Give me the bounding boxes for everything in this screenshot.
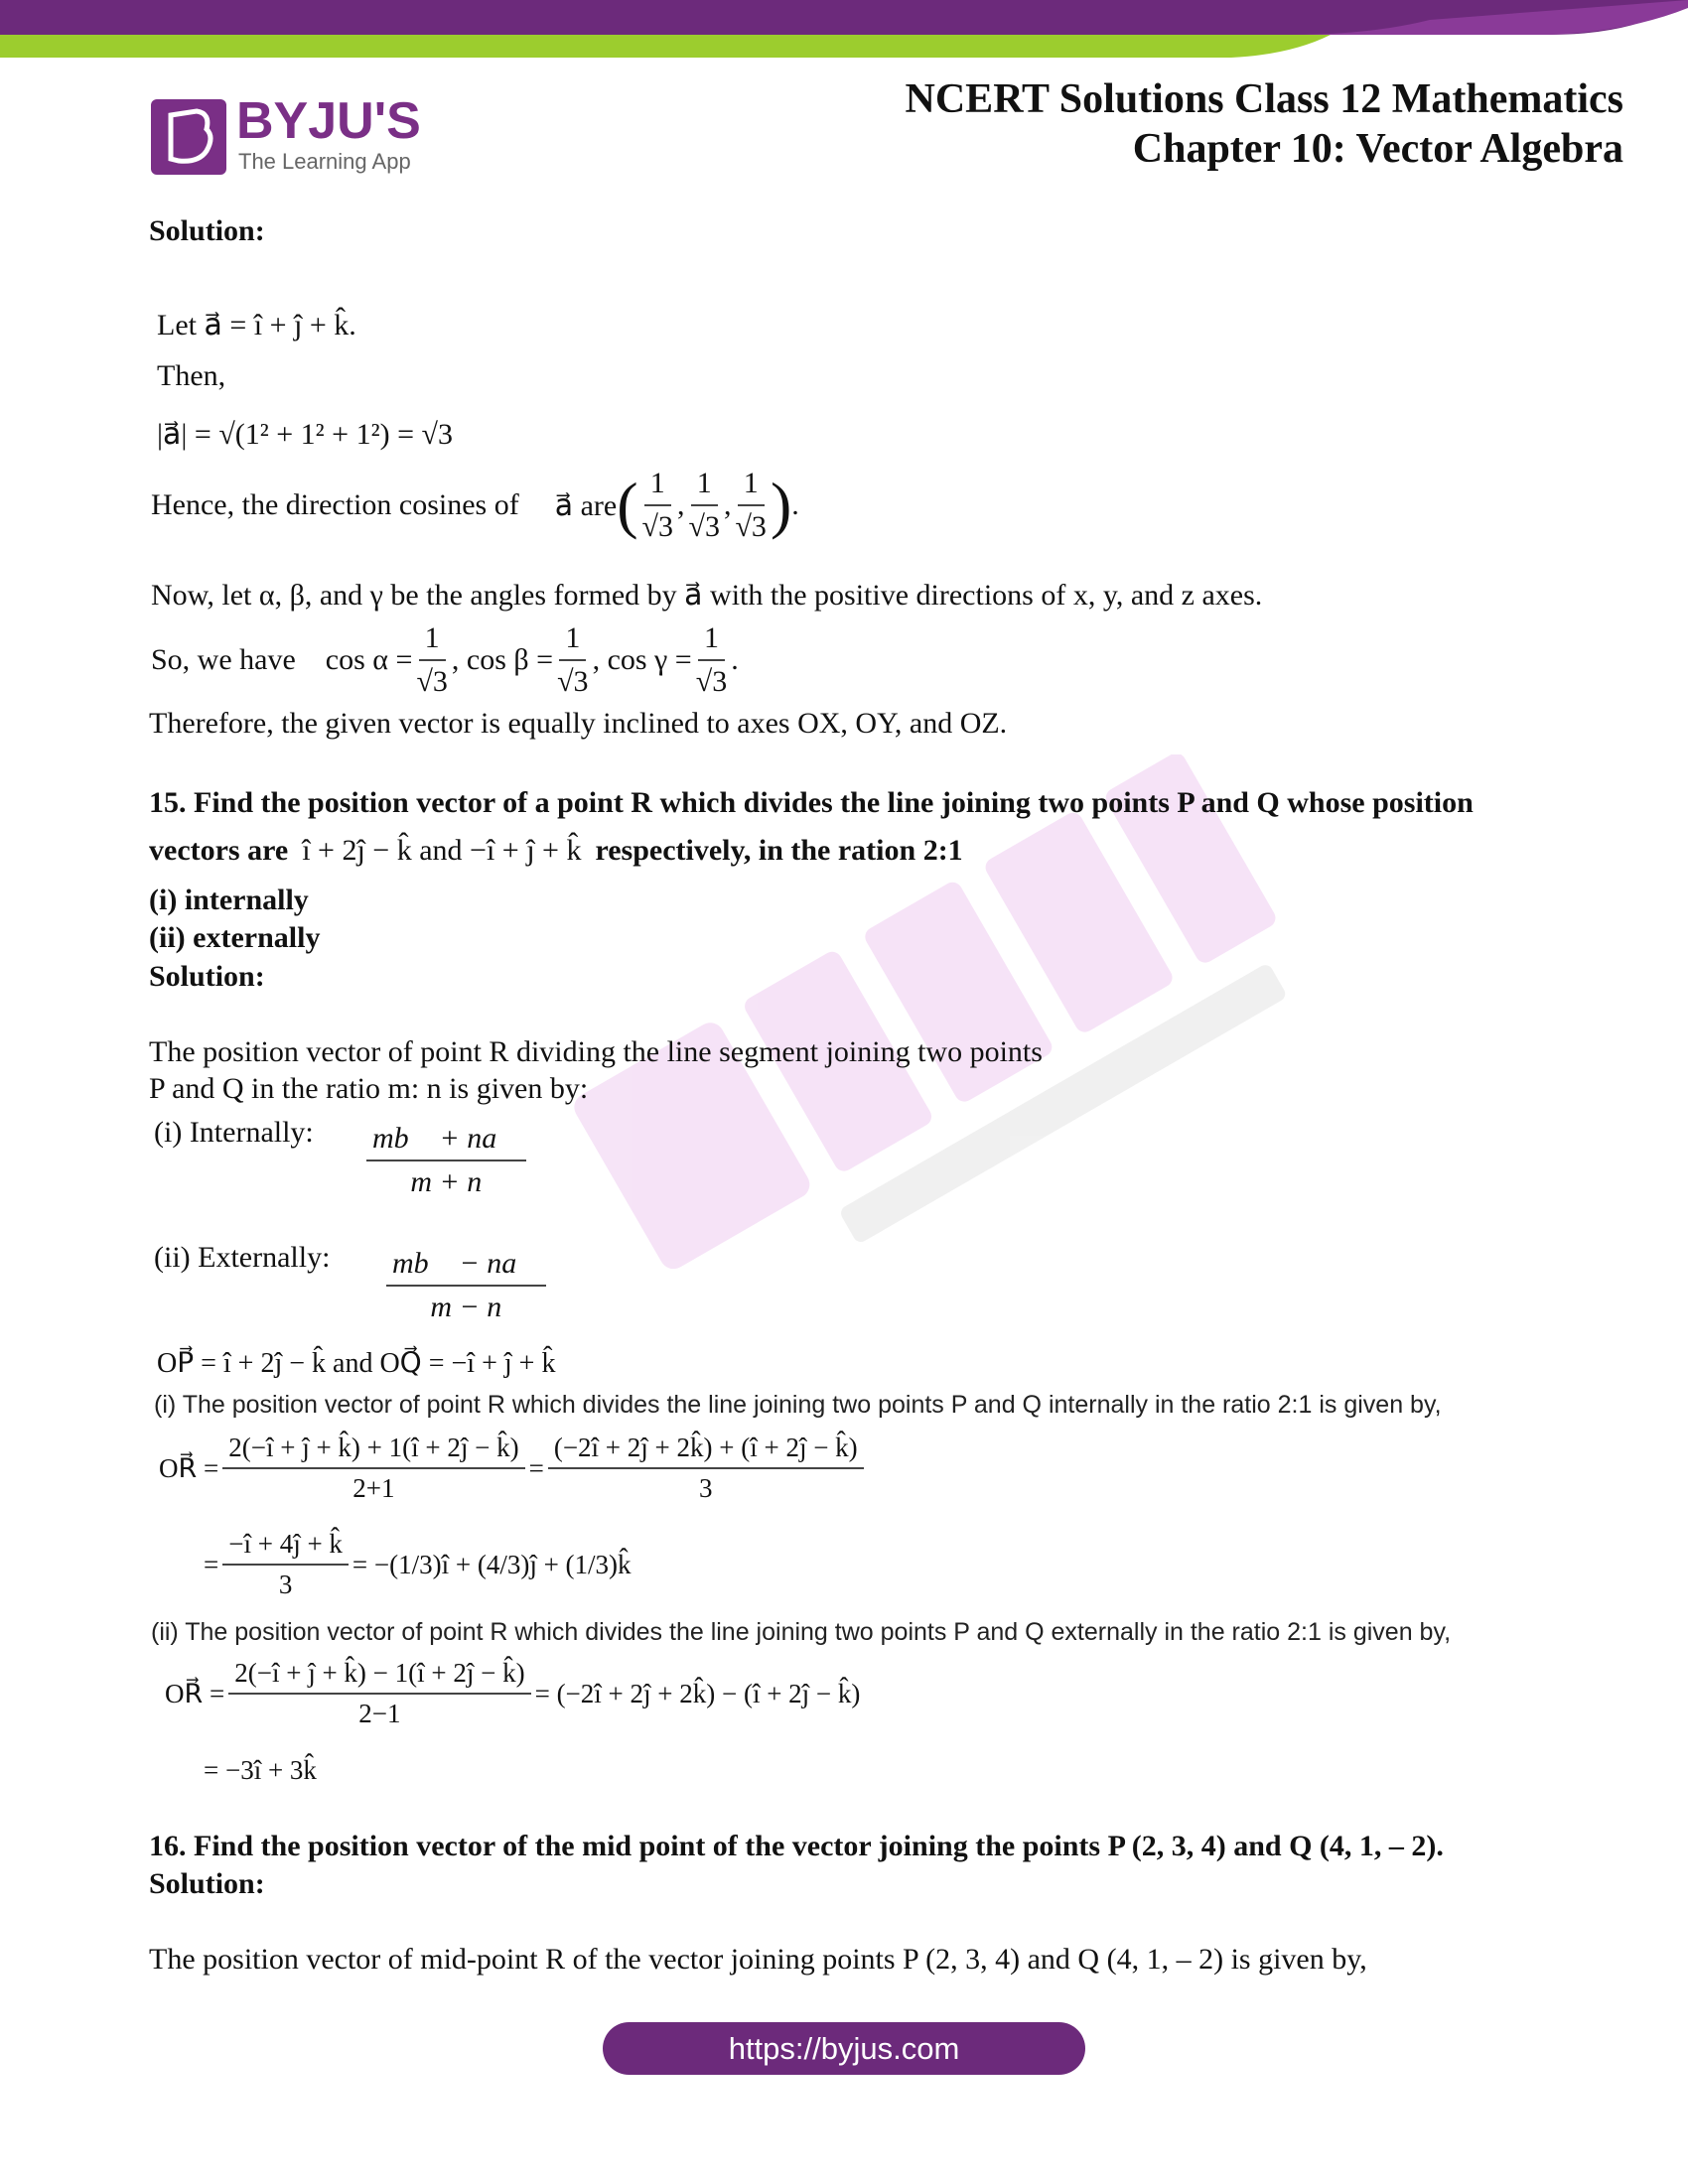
text: = (−2î + 2ĵ + 2k̂) − (î + 2ĵ − k̂) [534,1678,861,1708]
q14-angles: Now, let α, β, and γ be the angles formed by a⃗ with the positive directions of x, y, and z axes. [151,579,1263,612]
external-formula [382,1247,550,1324]
den: m + n [410,1165,483,1198]
internally-label: (i) Internally: [154,1116,314,1149]
num: 1 [698,621,725,661]
external-step1 [165,1658,860,1729]
num: 1 [644,467,671,506]
den: m − n [430,1291,502,1323]
text: a⃗ are [554,488,618,522]
den: √3 [688,510,720,543]
q14-magnitude: |a⃗| = √(1² + 1² + 1²) = √3 [157,418,453,451]
externally-label: (ii) Externally: [154,1241,331,1274]
num: mb⃗ − na⃗ [386,1247,546,1287]
num: mb⃗ + na⃗ [366,1122,526,1161]
q14-let: Let a⃗ = î + ĵ + k̂. [157,309,356,341]
num: 1 [691,467,718,506]
den: √3 [735,510,767,543]
q15-question: 15. Find the position vector of a point R which divides the line joining two points P and Q whose position [149,786,1474,819]
internal-result: = −(1/3)î + (4/3)ĵ + (1/3)k̂ [352,1549,632,1579]
logo-tagline: The Learning App [238,149,411,174]
q14-then: Then, [157,359,226,392]
external-result: = −3î + 3k̂ [204,1755,317,1785]
page-title: NCERT Solutions Class 12 Mathematics [905,76,1623,122]
fraction [228,1658,530,1729]
q14-therefore: Therefore, the given vector is equally inclined to axes OX, OY, and OZ. [149,707,1008,740]
q14-cosines: So, we have cos α = $\frac{1}{√3}$ , cos β = $\frac{1}{√3}$ , cos γ = $\frac{1}{√3}$ . [151,621,739,698]
fraction [386,1247,546,1324]
den: √3 [695,665,728,698]
den: √3 [416,665,448,698]
fraction [557,621,588,699]
fraction [222,1433,524,1504]
chapter-title: Chapter 10: Vector Algebra [1132,126,1623,172]
text: = [528,1452,544,1483]
num: 1 [559,621,586,661]
q16-solution-label: Solution: [149,1867,265,1900]
byjus-logo [149,92,437,179]
fraction [689,467,720,544]
text: cos α = [325,643,413,676]
den: √3 [557,665,589,698]
byjus-logo-icon [149,97,228,177]
text: OR⃗ = [159,1452,219,1483]
op-oq: OP⃗ = î + 2ĵ − k̂ and OQ⃗ = −î + ĵ + k̂ [157,1348,556,1379]
fraction [416,621,447,699]
q15-intro1: The position vector of point R dividing the line segment joining two points [149,1035,1043,1068]
den: 3 [278,1570,293,1599]
fraction [696,621,727,699]
q14-direction-cosines: Hence, the direction cosines of a⃗ are ( $\frac{1}{√3}$ , $\frac{1}{√3}$ , $\frac{1}{√3}$ ) . [151,467,799,543]
footer-url-link[interactable]: https://byjus.com [603,2022,1085,2075]
q15-intro2: P and Q in the ratio m: n is given by: [149,1072,589,1105]
external-text: (ii) The position vector of point R which divides the line joining two points P and Q externally in the ratio 2:1 is given by, [151,1618,1452,1646]
text: So, we have [151,643,296,676]
text: vectors are [149,834,289,867]
q16-text: The position vector of mid-point R of the vector joining points P (2, 3, 4) and Q (4, 1, – 2) is given by, [149,1943,1367,1976]
fraction [548,1433,864,1504]
q15-solution-label: Solution: [149,960,265,993]
text: OR⃗ = [165,1678,225,1708]
text: = [204,1549,219,1579]
logo-brand: BYJU'S [236,92,421,150]
fraction [366,1122,526,1199]
header-banner [0,0,1688,60]
num: −î + 4ĵ + k̂ [222,1529,349,1566]
fraction [642,467,673,544]
text: , cos γ = [592,643,692,676]
fraction [222,1529,349,1600]
q16-question: 16. Find the position vector of the mid point of the vector joining the points P (2, 3, 4) and Q (4, 1, – 2). [149,1830,1444,1862]
paren: ( [617,470,638,540]
internal-text: (i) The position vector of point R which divides the line joining two points P and Q internally in the ratio 2:1 is given by, [154,1391,1442,1419]
internal-step2 [204,1529,632,1600]
num: 1 [419,621,446,661]
num: 2(−î + ĵ + k̂) + 1(î + 2ĵ − k̂) [222,1433,524,1469]
fraction [735,467,766,544]
text: Hence, the direction cosines of [151,488,519,521]
text: respectively, in the ration 2:1 [595,834,963,867]
q15-part2: (ii) externally [149,921,321,954]
q15-question-line2 [149,834,963,868]
internal-formula [362,1122,530,1199]
num: (−2î + 2ĵ + 2k̂) + (î + 2ĵ − k̂) [548,1433,864,1469]
internal-step1 [159,1433,868,1504]
den: √3 [641,510,673,543]
q14-solution-label: Solution: [149,214,265,247]
q15-part1: (i) internally [149,884,309,916]
den: 3 [699,1473,713,1503]
math: î + 2ĵ − k̂ and −î + ĵ + k̂ [302,834,582,867]
den: 2+1 [352,1473,395,1503]
paren: ) [770,470,792,540]
num: 2(−î + ĵ + k̂) − 1(î + 2ĵ − k̂) [228,1658,530,1695]
text: , cos β = [451,643,554,676]
num: 1 [738,467,765,506]
den: 2−1 [358,1699,401,1728]
